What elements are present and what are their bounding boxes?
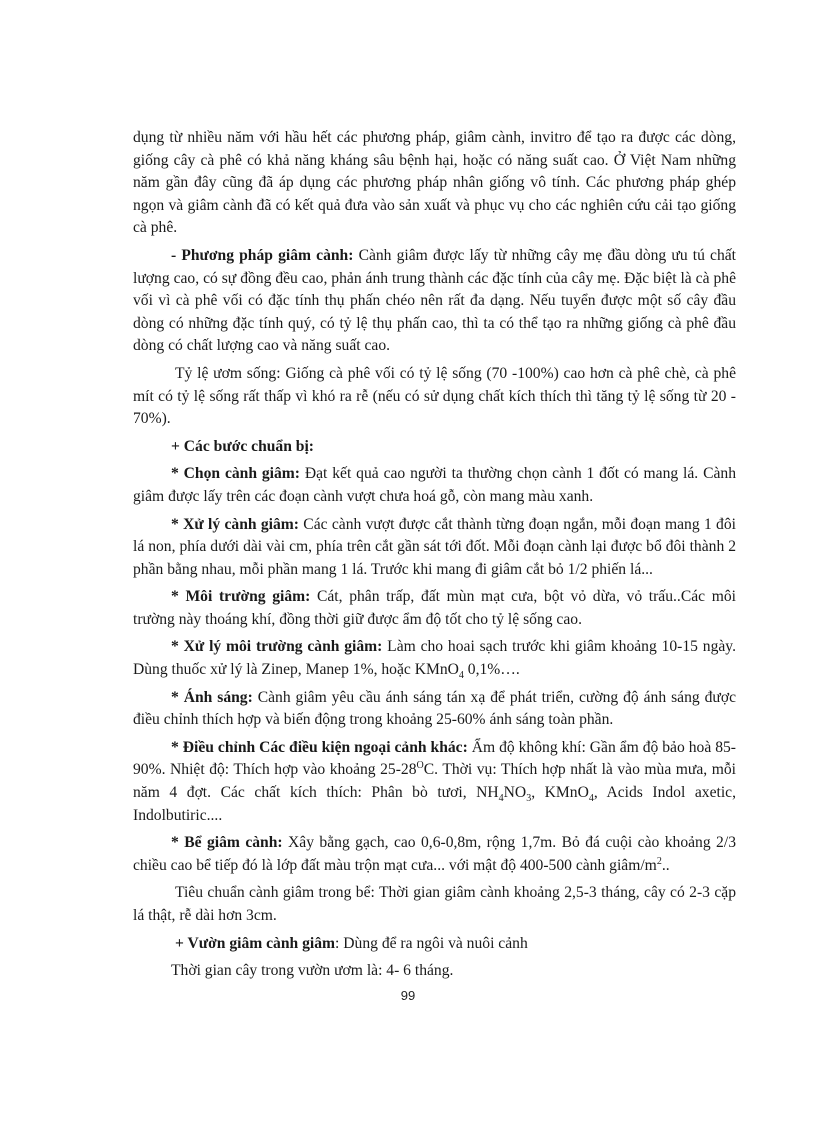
conditions-heading: * Điều chỉnh Các điều kiện ngoại cảnh khác:	[171, 738, 468, 756]
light-paragraph	[133, 687, 736, 732]
treat-cutting-heading: * Xử lý cành giâm:	[171, 515, 299, 533]
bed-paragraph: * Bể giâm cành: Xây bằng gạch, cao 0,6-0,8m, rộng 1,7m. Bỏ đá cuội cào khoảng 2/3 chiều cao bể tiếp đó là lớp đất màu trộn mạt cưa... với mật độ 400-500 cành giâm/$m^2$..	[133, 834, 736, 874]
medium-text: Cát, phân trấp, đất mùn mạt cưa, bột vỏ dừa, vỏ trấu..Các môi trường này thoáng khí, đồng thời giữ được ẩm độ tốt cho tỷ lệ sống cao.	[133, 588, 736, 628]
medium-treatment-text: Làm cho hoai sạch trước khi giâm khoảng 10-15 ngày. Dùng thuốc xử lý là Zinep, Manep 1%, hoặc KMnO	[133, 638, 736, 679]
select-cutting-text: Đạt kết quả cao người ta thường chọn cành 1 đốt có mang lá. Cành giâm được lấy trên các đoạn cành vượt chưa hoá gỗ, còn mang màu xanh.	[133, 465, 736, 505]
prep-heading: + Các bước chuẩn bị:	[171, 437, 314, 455]
nursery-time-paragraph: Thời gian cây trong vườn ươm là: 4- 6 tháng.	[171, 962, 454, 980]
treat-cutting-paragraph	[133, 514, 736, 582]
light-heading: * Ánh sáng:	[171, 688, 253, 706]
medium-heading: * Môi trường giâm:	[171, 588, 311, 606]
method-heading: - Phương pháp giâm cành:	[171, 246, 354, 264]
treat-cutting-text: Các cành vượt được cắt thành từng đoạn ngắn, mỗi đoạn mang 1 đôi lá non, phía dưới dài vài cm, phía trên cắt gần sát tới đốt. Mỗi đoạn cành lại được bổ đôi thành 2 phần bằng nhau, mỗi phần mang 1 lá. Trước khi mang đi giâm cắt bỏ 1/2 phiến lá...	[133, 515, 736, 578]
light-text: Cành giâm yêu cầu ánh sáng tán xạ để phát triển, cường độ ánh sáng được điều chỉnh thích hợp và biến động trong khoảng 25-60% ánh sáng toàn phần.	[133, 688, 736, 729]
page-number: 99	[400, 988, 416, 1003]
nursery-paragraph	[133, 933, 736, 956]
medium-paragraph	[133, 586, 736, 631]
method-text: Cành giâm được lấy từ những cây mẹ đầu dòng ưu tú chất lượng cao, có sự đồng đều cao, phản ánh trung thành các đặc tính của cây mẹ. Đặc biệt là cà phê vối vì cà phê vối có đặc tính thụ phấn chéo nên rất đa dạng. Nếu tuyển được một số cây đầu dòng có những đặc tính quý, có tỷ lệ thụ phấn cao, thì ta có thể tạo ra những giống cà phê đầu dòng có chất lượng cao và năng suất cao.	[133, 246, 736, 355]
nursery-heading: + Vườn giâm cành giâm	[175, 934, 336, 952]
select-cutting-paragraph	[133, 463, 736, 508]
survival-rate-paragraph: Tỷ lệ ươm sống: Giống cà phê vối có tỷ lệ sống (70 -100%) cao hơn cà phê chè, cà phê mít có tỷ lệ sống rất thấp vì khó ra rễ (nếu có sử dụng chất kích thích thì tăng tỷ lệ sống từ 20 - 70%).	[133, 364, 736, 428]
medium-treatment-heading: * Xử lý môi trường cành giâm:	[171, 638, 383, 656]
nursery-text: : Dùng để ra ngôi và nuôi cảnh	[335, 934, 528, 952]
standard-paragraph: Tiêu chuẩn cành giâm trong bể: Thời gian giâm cành khoảng 2,5-3 tháng, cây có 2-3 cặp lá thật, rễ dài hơn 3cm.	[133, 884, 736, 924]
method-paragraph	[133, 245, 736, 358]
document-body	[133, 127, 736, 988]
bed-heading: * Bể giâm cành:	[171, 834, 283, 852]
conditions-paragraph: * Điều chỉnh Các điều kiện ngoại cảnh khác: Ẩm độ không khí: Gần ẩm độ bảo hoà 85-90%. Nhiệt độ: Thích hợp vào khoảng $25-28^OC$. Thời vụ: Thích hợp nhất là vào mùa mưa, mỗi năm 4 đợt. Các chất kích thích: Phân bò tươi, $NH_4NO_3$, KMnO$_4$, Acids Indol axetic, Indolbutiric....	[133, 738, 737, 824]
select-cutting-heading: * Chọn cành giâm:	[171, 465, 300, 483]
medium-treatment-paragraph: * Xử lý môi trường cành giâm: Làm cho hoai sạch trước khi giâm khoảng 10-15 ngày. Dùng thuốc xử lý là Zinep, Manep 1%, hoặc KMnO$_4$ 0,1%….	[133, 638, 736, 682]
intro-paragraph: dụng từ nhiều năm với hầu hết các phương pháp, giâm cành, invitro để tạo ra được các dòng, giống cây cà phê có khả năng kháng sâu bệnh hại, hoặc có năng suất cao. Ở Việt Nam những năm gần đây cũng đã áp dụng các phương pháp nhân giống vô tính. Các phương pháp ghép ngọn và giâm cành đã có kết quả đưa vào sản xuất và phục vụ cho các nghiên cứu cải tạo giống cà phê.	[133, 129, 736, 237]
